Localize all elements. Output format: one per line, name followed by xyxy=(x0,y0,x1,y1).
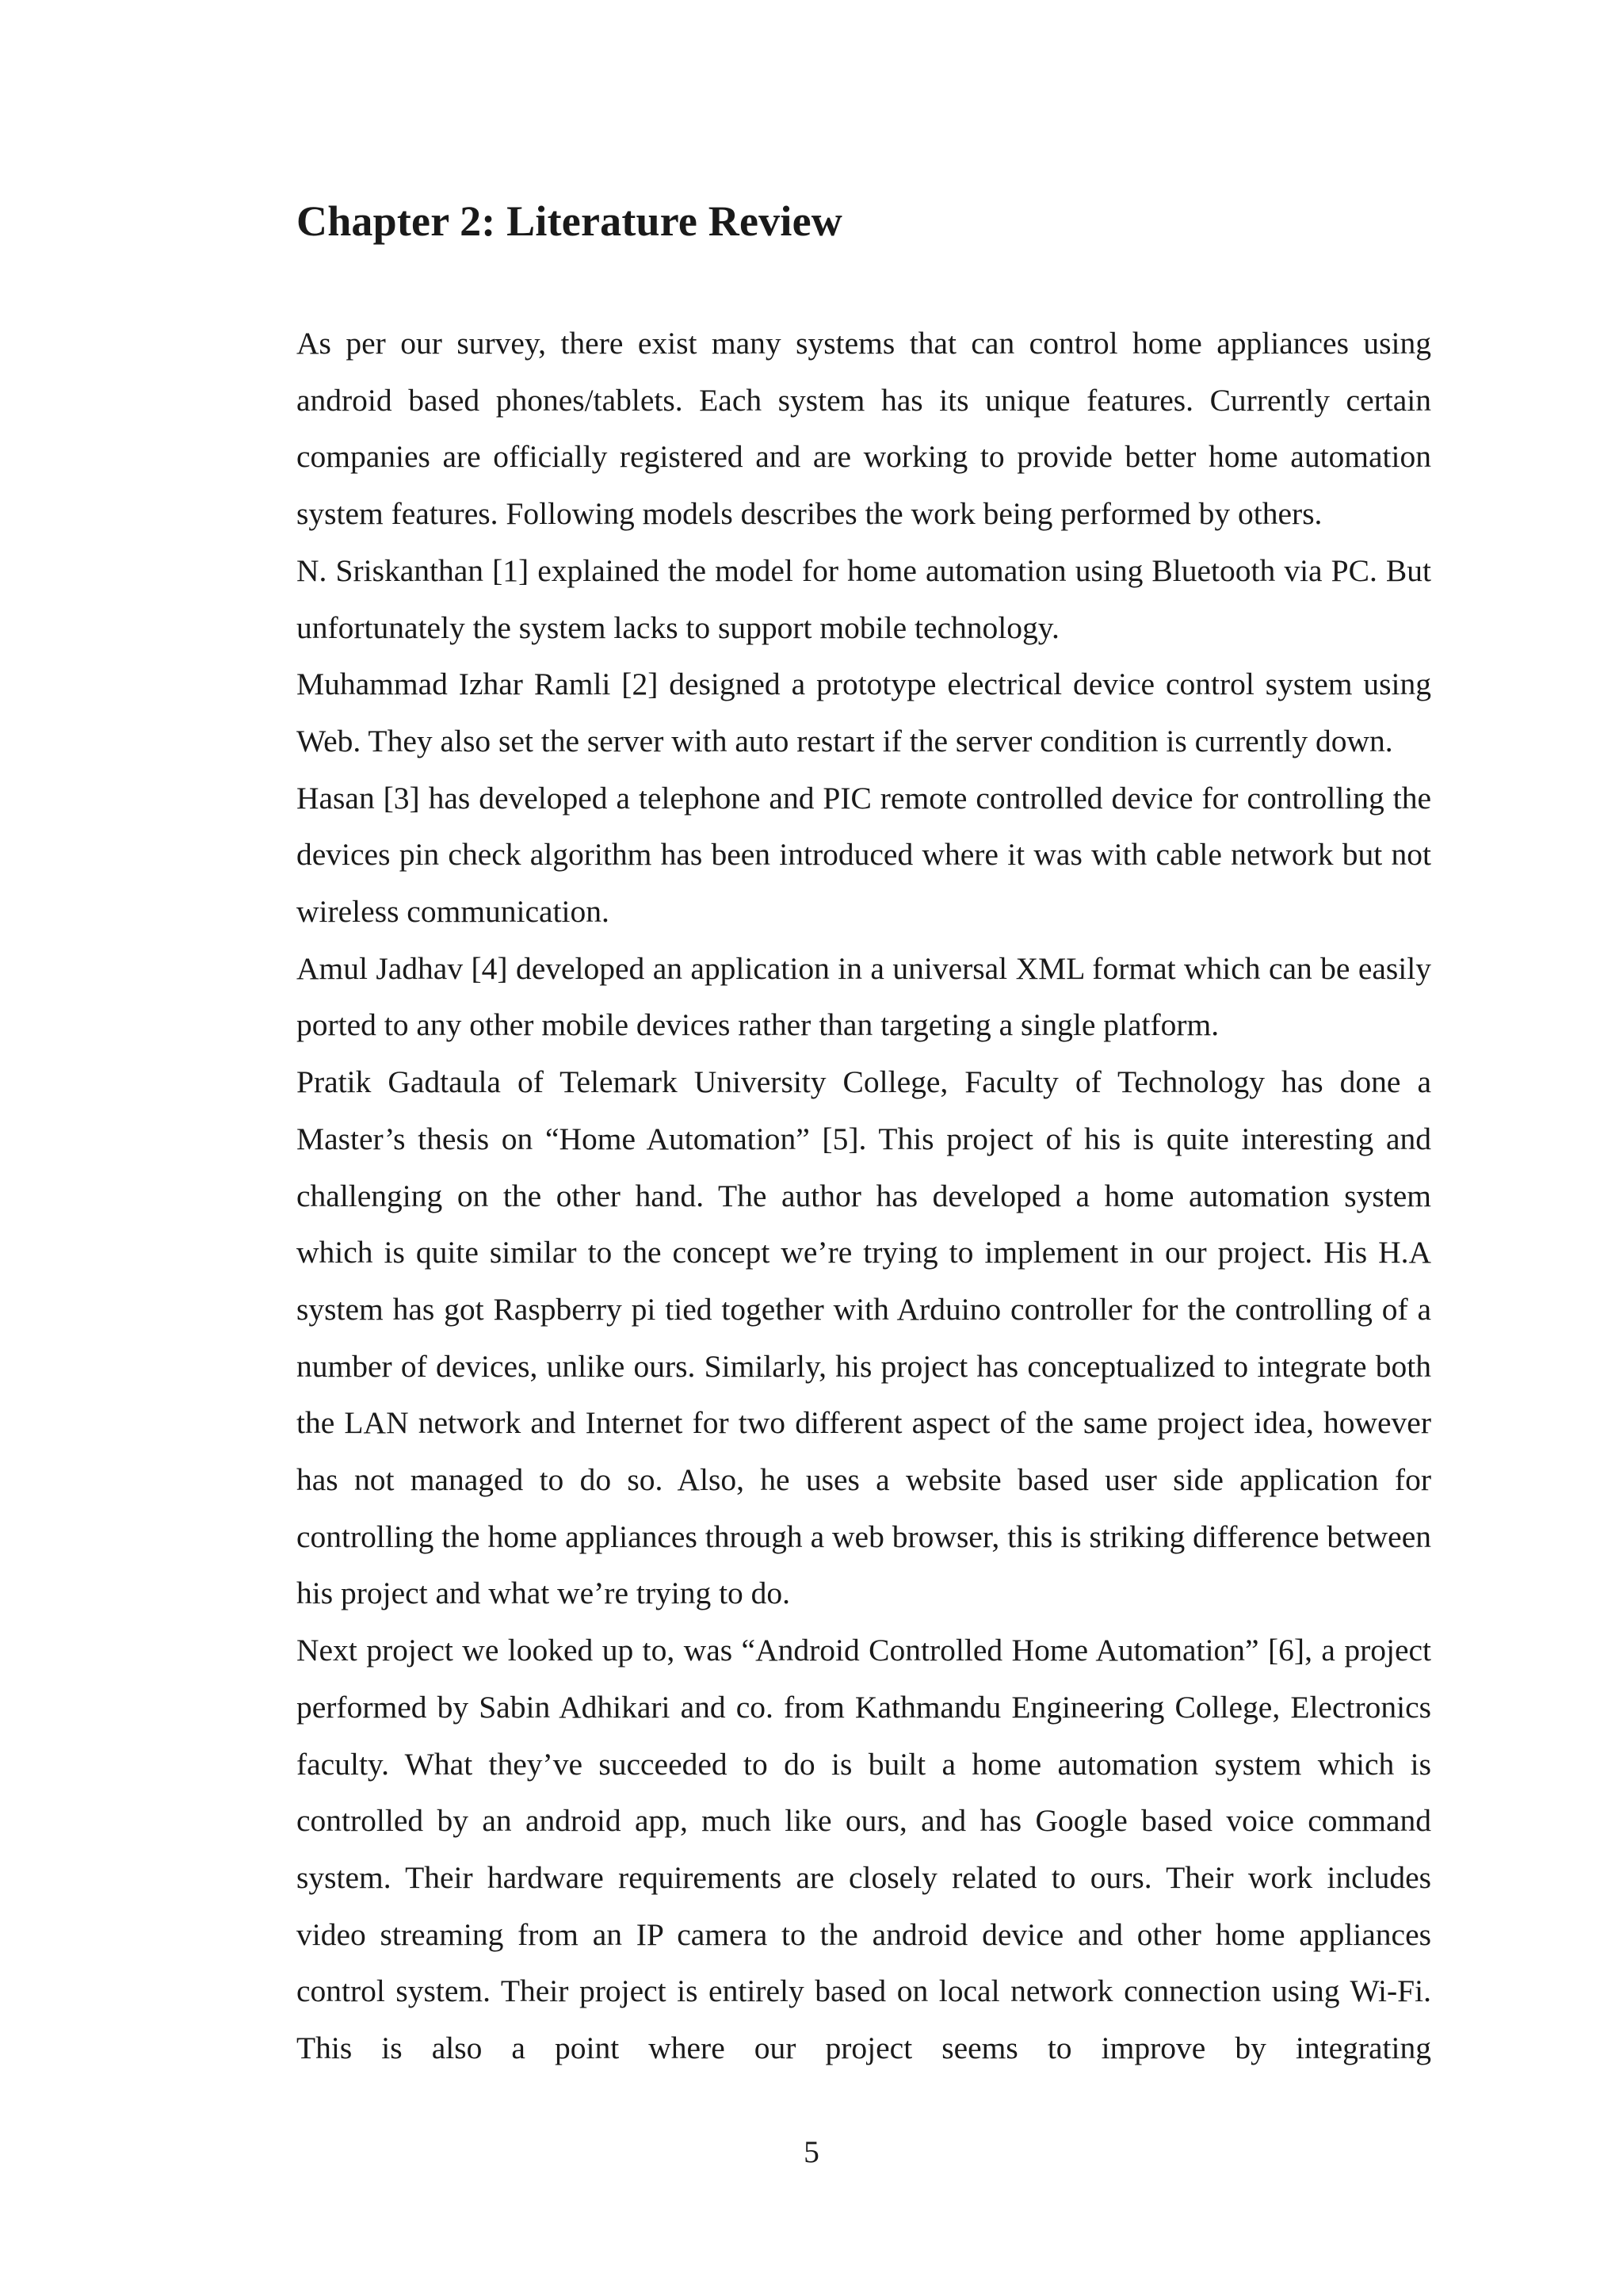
paragraph-sriskanthan: N. Sriskanthan [1] explained the model for home automation using Bluetooth via PC. But unfortunately the system lacks to support mobile technology. xyxy=(296,552,1431,645)
body-text xyxy=(296,315,1431,2077)
chapter-title: Chapter 2: Literature Review xyxy=(296,197,842,245)
paragraph-adhikari: Next project we looked up to, was “Android Controlled Home Automation” [6], a project performed by Sabin Adhikari and co. from Kathmandu Engineering College, Electronics faculty. What they’ve succeeded to do is built a home automation system which is controlled by an android app, much like ours, and has Google based voice command system. Their hardware requirements are closely related to ours. Their work includes video streaming from an IP camera to the android device and other home appliances control system. Their project is entirely based on local network connection using Wi-Fi. This is also a point where our project seems to improve by integrating xyxy=(296,1633,1431,2066)
paragraph-gadtaula: Pratik Gadtaula of Telemark University College, Faculty of Technology has done a Master’s thesis on “Home Automation” [5]. This project of his is quite interesting and challenging on the other hand. The author has developed a home automation system which is quite similar to the concept we’re trying to implement in our project. His H.A system has got Raspberry pi tied together with Arduino controller for the controlling of a number of devices, unlike ours. Similarly, his project has conceptualized to integrate both the LAN network and Internet for two different aspect of the same project idea, however has not managed to do so. Also, he uses a website based user side application for controlling the home appliances through a web browser, this is striking difference between his project and what we’re trying to do. xyxy=(296,1064,1431,1611)
paragraph-survey-intro: As per our survey, there exist many systems that can control home appliances using android based phones/tablets. Each system has its unique features. Currently certain companies are officially registered and are working to provide better home automation system features. Following models describes the work being performed by others. xyxy=(296,326,1431,532)
paragraph-hasan: Hasan [3] has developed a telephone and PIC remote controlled device for controlling the devices pin check algorithm has been introduced where it was with cable network but not wireless communication. xyxy=(296,780,1431,930)
paragraph-ramli: Muhammad Izhar Ramli [2] designed a prototype electrical device control system using Web. They also set the server with auto restart if the server condition is currently down. xyxy=(296,667,1431,758)
paragraph-jadhav: Amul Jadhav [4] developed an application in a universal XML format which can be easily ported to any other mobile devices rather than targeting a single platform. xyxy=(296,950,1431,1043)
page-number: 5 xyxy=(804,2134,819,2169)
